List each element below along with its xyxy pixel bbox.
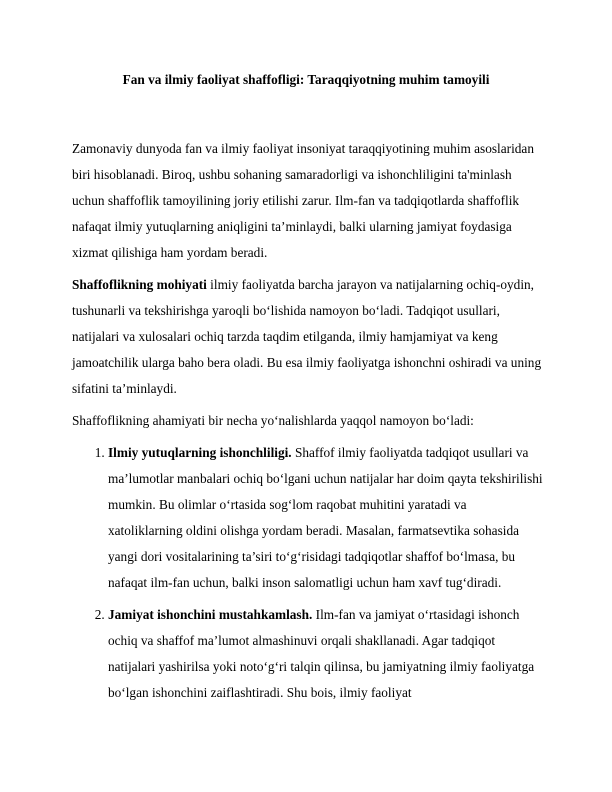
list-item-text: Shaffof ilmiy faoliyatda tadqiqot usullari va ma’lumotlar manbalari ochiq bo‘lgani uchun natijalar har doim qayta tekshirilishi mumkin. Bu olimlar o‘rtasida sog‘lom raqobat muhitini yaratadi va xatoliklarning oldini olishga yordam beradi. Masalan, farmatsevtika sohasida yangi dori vositalarining ta’siri to‘g‘risidagi tadqiqotlar shaffof bo‘lmasa, bu nafaqat ilm-fan uchun, balki inson salomatligi uchun ham xavf tug‘diradi. [108,445,543,590]
document-body [72,136,544,712]
importance-list [72,440,544,706]
list-item-lead: Jamiyat ishonchini mustahkamlash. [108,607,313,622]
essence-lead: Shaffoflikning mohiyati [72,277,207,292]
essence-paragraph [72,272,544,402]
document-title: Fan va ilmiy faoliyat shaffofligi: Taraqqiyotning muhim tamoyili [122,72,490,87]
list-item-text: Ilm-fan va jamiyat o‘rtasidagi ishonch ochiq va shaffof ma’lumot almashinuvi orqali shakllanadi. Agar tadqiqot natijalari yashirilsa yoki noto‘g‘ri talqin qilinsa, bu jamiyatning ilmiy faoliyatga bo‘lgan ishonchini zaiflashtiradi. Shu bois, ilmiy faoliyat [108,607,535,700]
list-item-lead: Ilmiy yutuqlarning ishonchliligi. [108,445,292,460]
essence-text: ilmiy faoliyatda barcha jarayon va natijalarning ochiq-oydin, tushunarli va tekshirishga yaroqli bo‘lishida namoyon bo‘ladi. Tadqiqot usullari, natijalari va xulosalari ochiq tarzda taqdim etilganda, ilmiy hamjamiyat va keng jamoatchilik ularga baho bera oladi. Bu esa ilmiy faoliyatga ishonchni oshiradi va uning sifatini ta’minlaydi. [72,277,542,396]
intro-paragraph: Zamonaviy dunyoda fan va ilmiy faoliyat insoniyat taraqqiyotining muhim asoslaridan biri hisoblanadi. Biroq, ushbu sohaning samaradorligi va ishonchliligini ta'minlash uchun shaffoflik tamoyilining joriy etilishi zarur. Ilm-fan va tadqiqotlarda shaffoflik nafaqat ilmiy yutuqlarning aniqligini ta’minlaydi, balki ularning jamiyat foydasiga xizmat qilishiga ham yordam beradi. [72,141,534,260]
list-item [108,440,544,596]
list-item [108,602,544,706]
importance-intro: Shaffoflikning ahamiyati bir necha yo‘nalishlarda yaqqol namoyon bo‘ladi: [72,413,474,428]
